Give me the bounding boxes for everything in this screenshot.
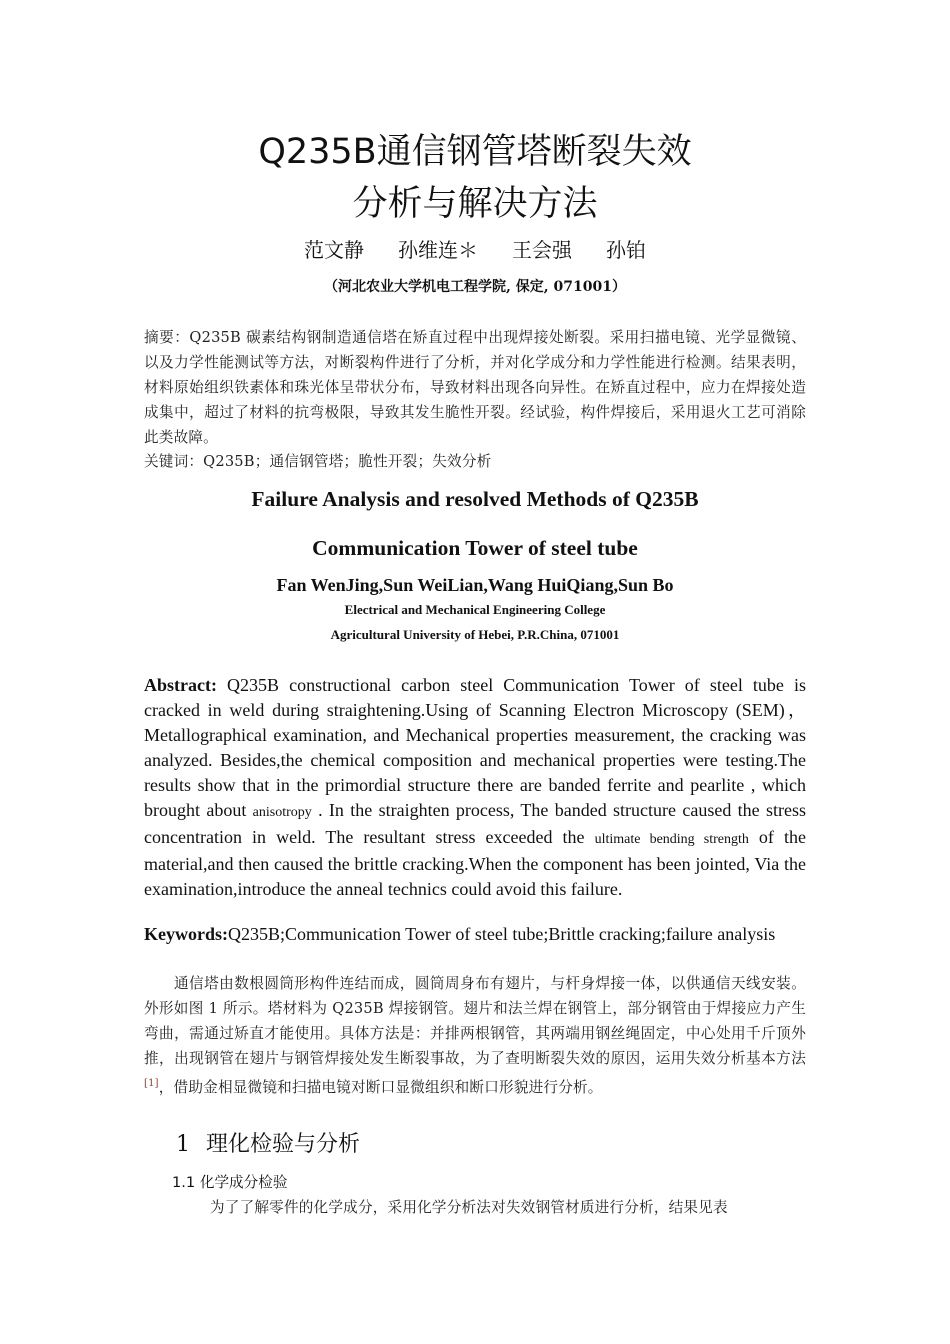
- abstract-en-text-2: . In the straighten process, The banded structure caused the stress concentration in weld. The resultant stress exceeded the: [144, 800, 806, 847]
- abstract-en-small-2: ultimate bending strength: [594, 832, 749, 847]
- affiliation-en-line-1: Electrical and Mechanical Engineering College: [344, 602, 606, 617]
- author-3: 王会强: [512, 238, 572, 262]
- abstract-en-text-3: of the material,and then caused the brittle cracking.When the component has been jointed, Via the examination,introduce the anneal technics could avoid this failure.: [144, 827, 806, 899]
- affiliation-en-line-2: Agricultural University of Hebei, P.R.China, 071001: [330, 627, 620, 642]
- abstract-cn: 摘要：Q235B 碳素结构钢制造通信塔在矫直过程中出现焊接处断裂。采用扫描电镜、光学显微镜、以及力学性能测试等方法，对断裂构件进行了分析，并对化学成分和力学性能进行检测。结果表明，材料原始组织铁素体和珠光体呈带状分布，导致材料出现各向异性。在矫直过程中，应力在焊接处造成集中，超过了材料的抗弯极限，导致其发生脆性开裂。经试验，构件焊接后，采用退火工艺可消除此类故障。: [144, 329, 806, 446]
- section-1-1-paragraph: 为了了解零件的化学成分，采用化学分析法对失效钢管材质进行分析，结果见表: [210, 1199, 728, 1216]
- title-en-line-2: Communication Tower of steel tube: [312, 536, 638, 560]
- author-1: 范文静: [304, 238, 364, 262]
- intro-paragraph: [144, 971, 806, 1100]
- section-1-number: 1: [176, 1132, 190, 1157]
- section-1-title: 理化检验与分析: [206, 1132, 361, 1157]
- abstract-en-text-1: Q235B constructional carbon steel Communication Tower of steel tube is cracked in weld during straightening.Using of Scanning Electron Microscopy (SEM)，Metallographical examination, and Mechanical properties measurement, the cracking was analyzed. Besides,the chemical composition and mechanical properties were testing.The results show that in the primordial structure there are banded ferrite and pearlite , which brought about: [144, 675, 806, 820]
- intro-text-1: 通信塔由数根圆筒形构件连结而成，圆筒周身布有翅片，与杆身焊接一体，以供通信天线安装。外形如图 1 所示。塔材料为 Q235B 焊接钢管。翅片和法兰焊在钢管上，部分钢管由于焊接应力产生弯曲，需通过矫直才能使用。具体方法是：并排两根钢管，其两端用钢丝绳固定，中心处用千斤顶外推，出现钢管在翅片与钢管焊接处发生断裂事故，为了查明断裂失效的原因，运用失效分析基本方法: [144, 975, 806, 1067]
- section-1-1-heading: 1.1 化学成分检验: [172, 1174, 288, 1191]
- authors-en: Fan WenJing,Sun WeiLian,Wang HuiQiang,Sun Bo: [276, 575, 674, 595]
- keywords-en-label: Keywords:: [144, 924, 228, 944]
- keywords-en: [144, 922, 806, 947]
- author-4: 孙铂: [606, 238, 646, 262]
- abstract-en: [144, 673, 806, 902]
- citation-ref[interactable]: [1]: [144, 1078, 159, 1089]
- section-1-heading: [176, 1129, 360, 1161]
- keywords-en-text: Q235B;Communication Tower of steel tube;Brittle cracking;failure analysis: [228, 924, 776, 944]
- abstract-en-small-1: anisotropy: [252, 805, 312, 820]
- title-line-1: Q235B通信钢管塔断裂失效: [258, 132, 692, 172]
- title-en-line-1: Failure Analysis and resolved Methods of Q235B: [251, 487, 699, 511]
- abstract-en-label: Abstract:: [144, 675, 217, 695]
- intro-text-2: ，借助金相显微镜和扫描电镜对断口显微组织和断口形貌进行分析。: [158, 1078, 603, 1096]
- affiliation-cn: （河北农业大学机电工程学院, 保定, 071001）: [324, 279, 626, 295]
- keywords-cn: 关键词：Q235B；通信钢管塔；脆性开裂；失效分析: [144, 453, 492, 470]
- authors-cn: [144, 236, 806, 264]
- author-2: 孙维连＊: [398, 238, 478, 262]
- title-line-2: 分析与解决方法: [352, 184, 598, 224]
